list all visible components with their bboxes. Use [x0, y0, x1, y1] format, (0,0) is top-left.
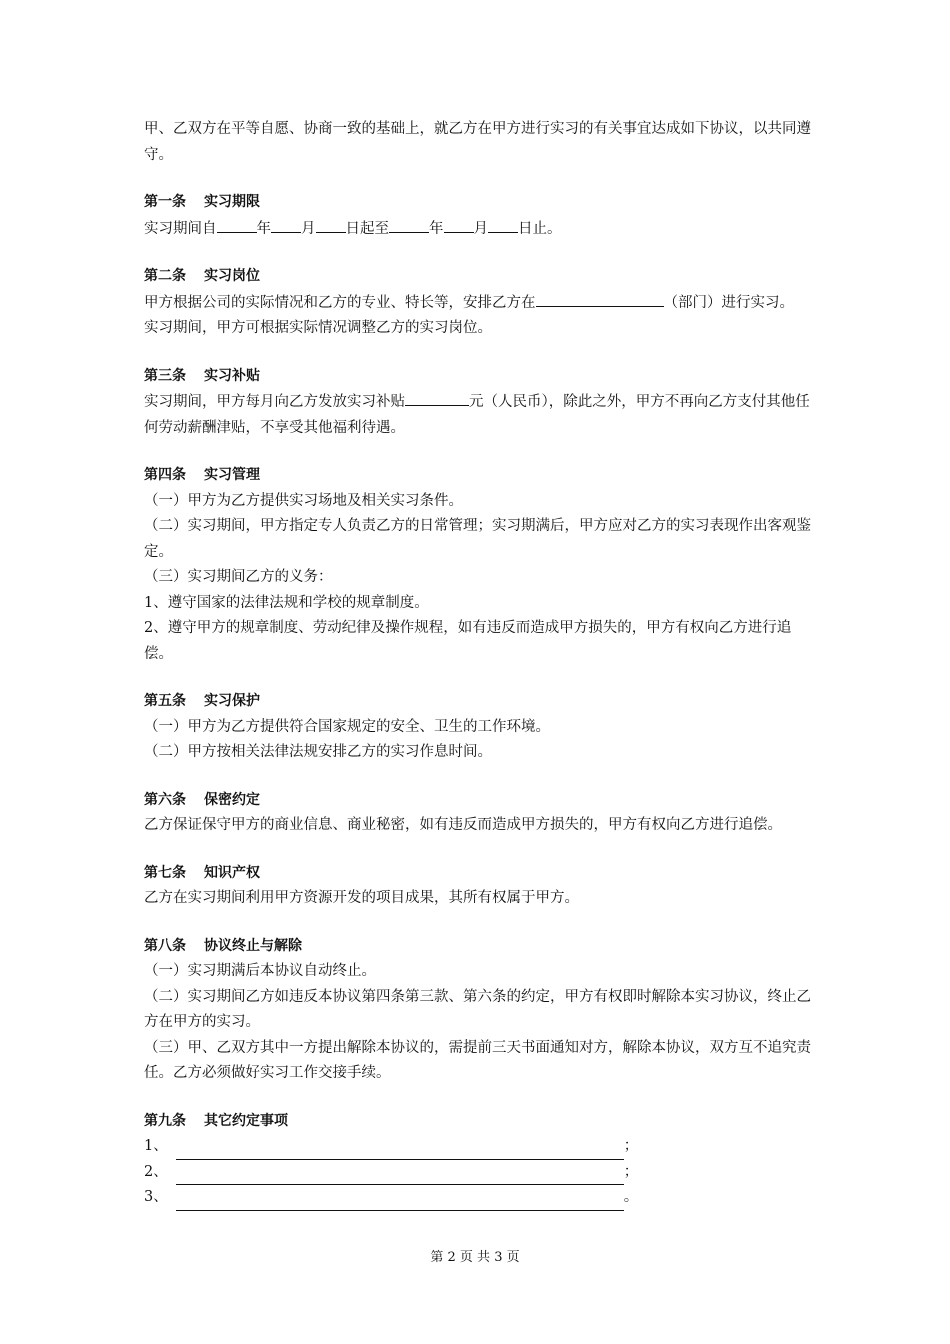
- blank-start-year[interactable]: [217, 216, 257, 233]
- blank-item-2[interactable]: [176, 1166, 624, 1185]
- article-8-line-3: （三）甲、乙双方其中一方提出解除本协议的，需提前三天书面通知对方，解除本协议，双方互不追究责任。乙方必须做好实习工作交接手续。: [144, 1039, 811, 1081]
- article-9-item: 1、 ；: [144, 1134, 816, 1160]
- blank-end-month[interactable]: [444, 216, 474, 233]
- article-2-text-1: 甲方根据公司的实际情况和乙方的专业、特长等，安排乙方在 （部门）进行实习。: [144, 290, 816, 317]
- article-4-line-3: （三）实习期间乙方的义务：: [144, 569, 333, 585]
- article-1-heading: 第一条 实习期限: [144, 194, 260, 210]
- blank-end-day[interactable]: [488, 216, 518, 233]
- blank-department[interactable]: [536, 290, 664, 307]
- blank-start-day[interactable]: [316, 216, 346, 233]
- blank-item-3[interactable]: [176, 1192, 624, 1211]
- blank-start-month[interactable]: [271, 216, 301, 233]
- article-5-line-1: （一）甲方为乙方提供符合国家规定的安全、卫生的工作环境。: [144, 718, 550, 735]
- blank-end-year[interactable]: [389, 216, 429, 233]
- blank-item-1[interactable]: [176, 1141, 624, 1160]
- article-3-heading: 第三条 实习补贴: [144, 367, 260, 384]
- article-1-text: 实习期间自 年 月 日起至 年 月 日止。: [144, 216, 816, 243]
- article-4-heading: 第四条 实习管理: [144, 467, 260, 483]
- article-2-text-2: 实习期间，甲方可根据实际情况调整乙方的实习岗位。: [144, 320, 492, 336]
- article-9-item: 2、 ；: [144, 1160, 816, 1186]
- article-5-heading: 第五条 实习保护: [144, 693, 260, 709]
- article-8-heading: 第八条 协议终止与解除: [144, 937, 302, 954]
- article-4-line-4: 1、遵守国家的法律法规和学校的规章制度。: [144, 594, 429, 611]
- article-9-item: 3、 。: [144, 1185, 816, 1211]
- document-body: [144, 117, 816, 1211]
- blank-allowance[interactable]: [405, 389, 469, 406]
- article-8-line-2: （二）实习期间乙方如违反本协议第四条第三款、第六条的约定，甲方有权即时解除本实习协议，终止乙方在甲方的实习。: [144, 988, 811, 1030]
- article-6-heading: 第六条 保密约定: [144, 791, 260, 808]
- article-4-line-2: （二）实习期间，甲方指定专人负责乙方的日常管理；实习期满后，甲方应对乙方的实习表现作出客观鉴定。: [144, 518, 811, 560]
- article-8-line-1: （一）实习期满后本协议自动终止。: [144, 963, 376, 979]
- article-9-heading: 第九条 其它约定事项: [144, 1112, 288, 1129]
- article-5-line-2: （二）甲方按相关法律法规安排乙方的实习作息时间。: [144, 744, 492, 760]
- article-6-line-1: 乙方保证保守甲方的商业信息、商业秘密，如有违反而造成甲方损失的，甲方有权向乙方进行追偿。: [144, 817, 782, 833]
- article-3-text: 实习期间，甲方每月向乙方发放实习补贴 元（人民币），除此之外，甲方不再向乙方支付其他任何劳动薪酬津贴，不享受其他福利待遇。: [144, 389, 816, 441]
- article-2-heading: 第二条 实习岗位: [144, 268, 260, 284]
- page-footer: 第 2 页 共 3 页: [430, 1250, 520, 1265]
- article-7-line-1: 乙方在实习期间利用甲方资源开发的项目成果，其所有权属于甲方。: [144, 890, 579, 906]
- intro-paragraph: 甲、乙双方在平等自愿、协商一致的基础上，就乙方在甲方进行实习的有关事宜达成如下协议，以共同遵守。: [144, 121, 811, 163]
- article-4-line-1: （一）甲方为乙方提供实习场地及相关实习条件。: [144, 492, 463, 509]
- article-7-heading: 第七条 知识产权: [144, 864, 260, 881]
- article-4-line-5: 2、遵守甲方的规章制度、劳动纪律及操作规程，如有违反而造成甲方损失的，甲方有权向乙方进行追偿。: [144, 620, 792, 662]
